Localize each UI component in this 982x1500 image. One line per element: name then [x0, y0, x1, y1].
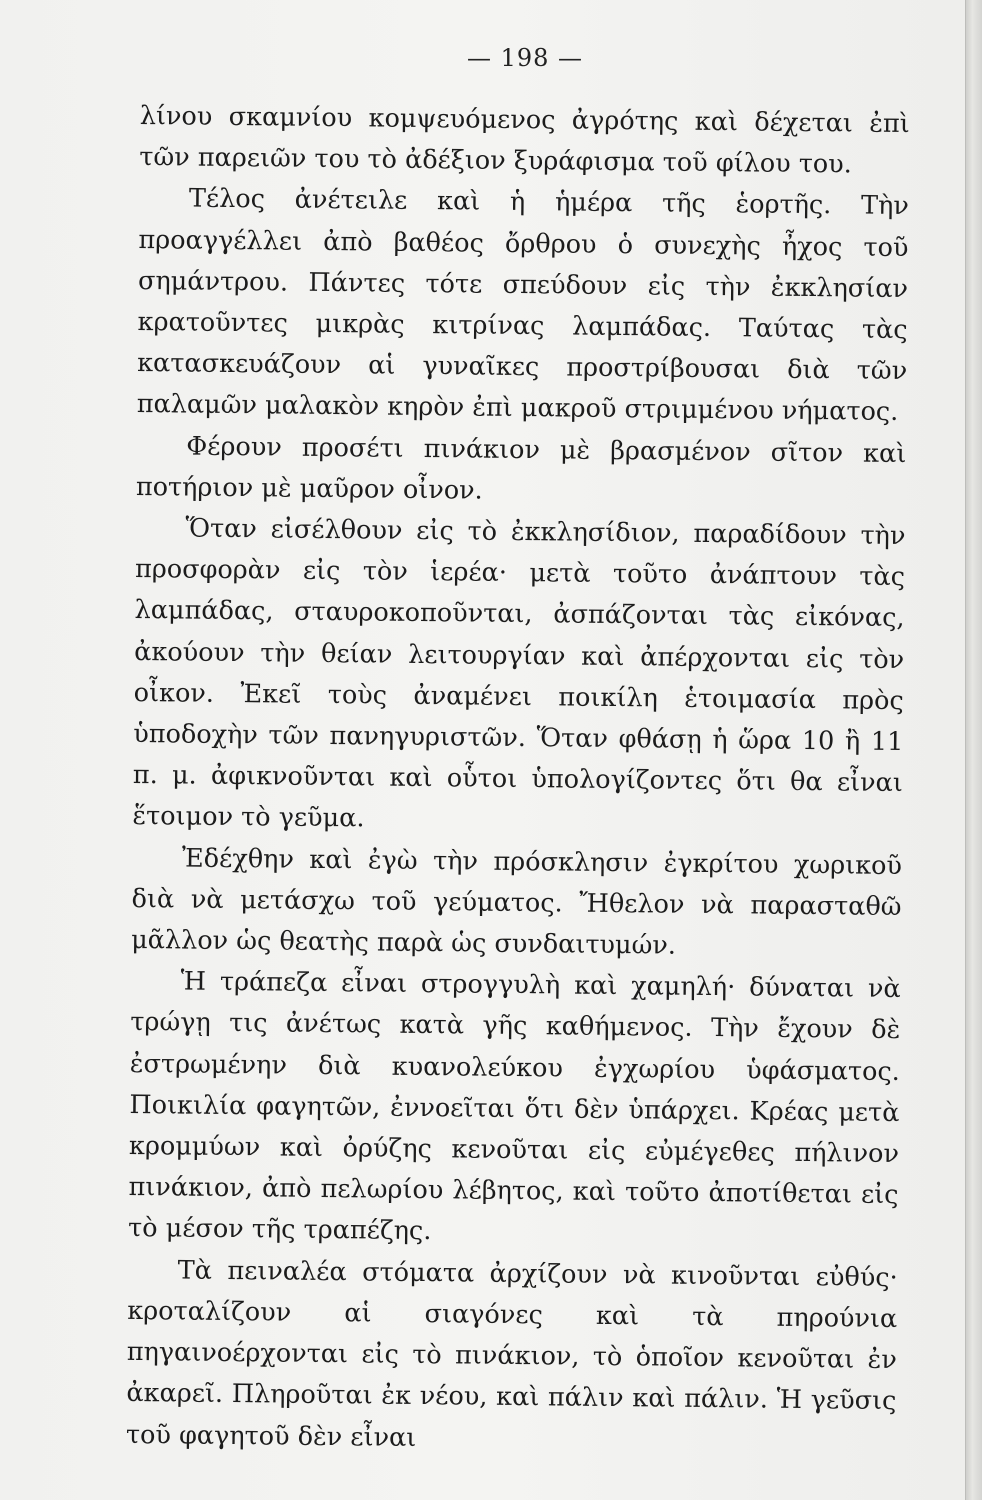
paragraph-5: Ἐδέχθην καὶ ἐγὼ τὴν πρόσκλησιν ἐγκρίτου χωρικοῦ διὰ νὰ μετάσχω τοῦ γεύματος. Ἤθελον νὰ παρασταθῶ μᾶλλον ὡς θεατὴς παρὰ ὡς συνδαιτυμών. — [131, 843, 903, 961]
paragraph-3: Φέρουν προσέτι πινάκιον μὲ βρασμένον σῖτον καὶ ποτήριον μὲ μαῦρον οἶνον. — [135, 431, 907, 506]
page-edge — [965, 0, 982, 1500]
paragraph-7: Τὰ πειναλέα στόματα ἀρχίζουν νὰ κινοῦνται εὐθύς· κροταλίζουν αἱ σιαγόνες καὶ τὰ πηρούνια πηγαινοέρχονται εἰς τὸ πινάκιον, τὸ ὁποῖον κενοῦται ἐν ἀκαρεῖ. Πληροῦται ἐκ νέου, καὶ πάλιν καὶ πάλιν. Ἡ γεῦσις τοῦ φαγητοῦ δὲν εἶναι — [125, 1255, 898, 1453]
page-number: — 198 — — [466, 44, 584, 72]
body-text — [126, 96, 910, 1464]
paragraph-1: λίνου σκαμνίου κομψευόμενος ἀγρότης καὶ δέχεται ἐπὶ τῶν παρειῶν του τὸ ἀδέξιον ξυράφισμα τοῦ φίλου του. — [139, 100, 910, 180]
paragraph-4: Ὅταν εἰσέλθουν εἰς τὸ ἐκκλησίδιον, παραδίδουν τὴν προσφορὰν εἰς τὸν ἱερέα· μετὰ τοῦτο ἀνάπτουν τὰς λαμπάδας, σταυροκοποῦνται, ἀσπάζονται τὰς εἰκόνας, ἀκούουν τὴν θείαν λειτουργίαν καὶ ἀπέρχονται εἰς τὸν οἶκον. Ἐκεῖ τοὺς ἀναμένει ποικίλη ἑτοιμασία πρὸς ὑποδοχὴν τῶν πανηγυριστῶν. Ὅταν φθάσῃ ἡ ὥρα 10 ἢ 11 π. μ. ἀφικνοῦνται καὶ οὗτοι ὑπολογίζοντες ὅτι θα εἶναι ἕτοιμον τὸ γεῦμα. — [132, 513, 906, 834]
paragraph-2: Τέλος ἀνέτειλε καὶ ἡ ἡμέρα τῆς ἑορτῆς. Τὴν προαγγέλλει ἀπὸ βαθέος ὄρθρου ὁ συνεχὴς ἦχος τοῦ σημάντρου. Πάντες τότε σπεύδουν εἰς τὴν ἐκκλησίαν κρατοῦντες μικρὰς κιτρίνας λαμπάδας. Ταύτας τὰς κατασκευάζουν αἱ γυναῖκες προστρίβουσαι διὰ τῶν παλαμῶν μαλακὸν κηρὸν ἐπὶ μακροῦ στριμμένου νήματος. — [136, 183, 910, 428]
paragraph-6: Ἡ τράπεζα εἶναι στρογγυλὴ καὶ χαμηλή· δύναται νὰ τρώγῃ τις ἀνέτως κατὰ γῆς καθήμενος. Τὴν ἔχουν δὲ ἐστρωμένην διὰ κυανολεύκου ἐγχωρίου ὑφάσματος. Ποικιλία φαγητῶν, ἐννοεῖται ὅτι δὲν ὑπάρχει. Κρέας μετὰ κρομμύων καὶ ὀρύζης κενοῦται εἰς εὐμέγεθες πήλινον πινάκιον, ἀπὸ πελωρίου λέβητος, καὶ τοῦτο ἀποτίθεται εἰς τὸ μέσον τῆς τραπέζης. — [127, 966, 901, 1247]
